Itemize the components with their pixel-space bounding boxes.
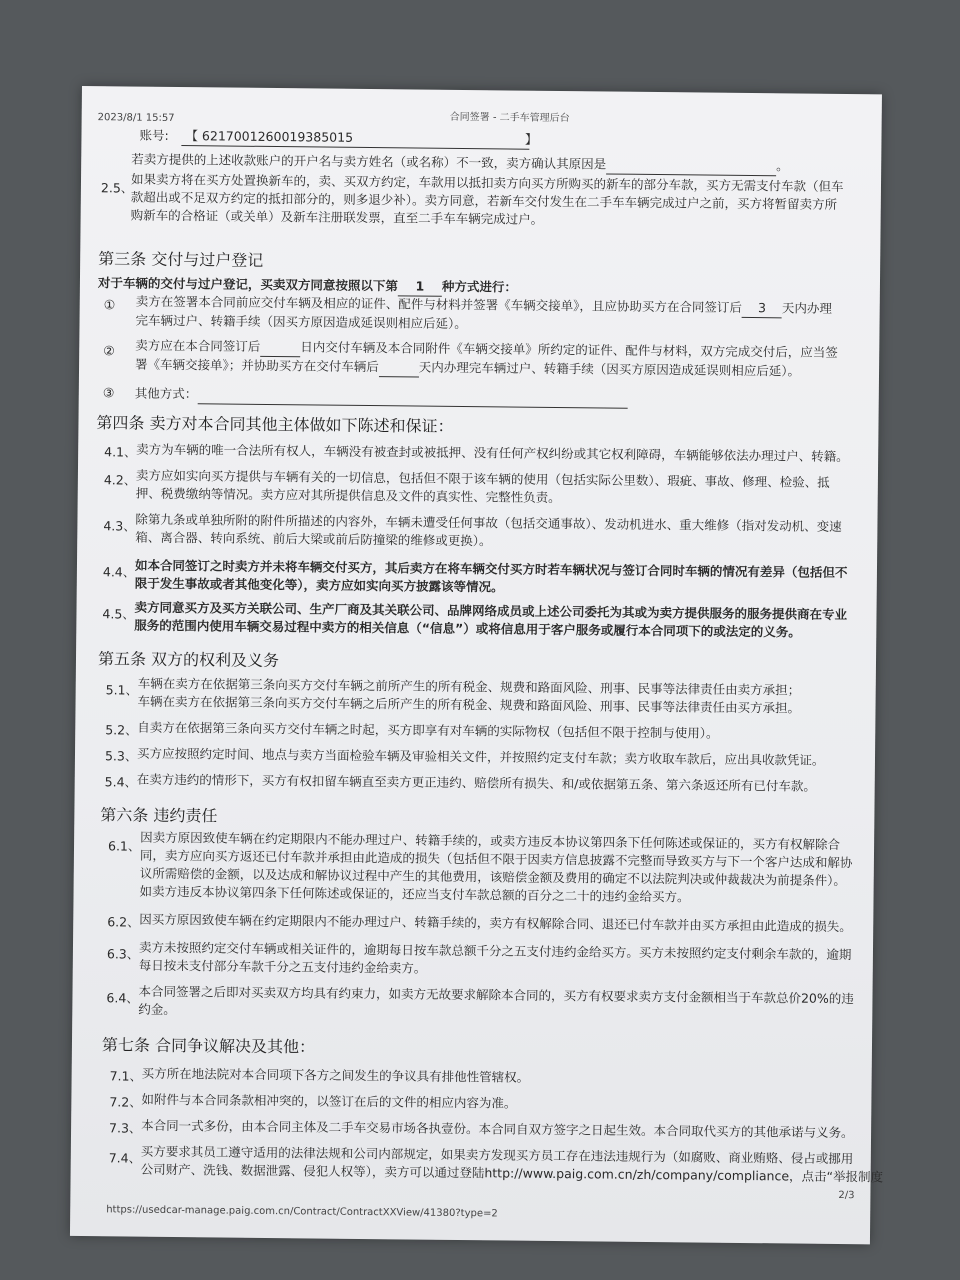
clause-line: 车辆在卖方在依据第三条向买方交付车辆之前所产生的所有税金、规费和路面风险、刑事、民事等法律责任由卖方承担；	[137, 675, 801, 698]
clause-4-3	[135, 511, 842, 554]
clause-line: 卖方应如实向买方提供与车辆有关的一切信息，包括但不限于该车辆的使用（包括实际公里数）、瑕疵、事故、修理、检验、抵	[135, 467, 830, 490]
clause-line: 款超出或不足双方约定的抵扣部分的，则多退少补）。卖方同意，若新车交付发生在二手车车辆完成过户之前，买方将暂留卖方所	[130, 189, 838, 212]
footer-url: https://usedcar-manage.paig.com.cn/Contract/ContractXXView/41380?type=2	[106, 1204, 498, 1220]
clause-line: 服务的范围内使用车辆交易过程中卖方的相关信息（“信息”）或将信息用于客户服务或履行本合同项下的或法定的义务。	[134, 617, 801, 640]
option-text: 署《车辆交接单》；并协助买方在交付车辆后	[135, 356, 379, 375]
lead-text: 种方式进行：	[441, 278, 518, 295]
clause-7-1: 买方所在地法院对本合同项下各方之间发生的争议具有排他性管辖权。	[141, 1065, 530, 1085]
method-number: 1	[398, 277, 442, 296]
clause-number: 7.2、	[109, 1094, 142, 1110]
account-value: 【 6217001260019385015 】	[181, 127, 529, 150]
clause-line: 押、税费缴纳等情况。卖方应对其所提供信息及文件的真实性、完整性负责。	[135, 485, 561, 506]
option-3	[135, 385, 628, 409]
clause-line: 除第九条或单独所附的附件所描述的内容外，车辆未遭受任何事故（包括交通事故）、发动机进水、重大维修（指对发动机、变速	[135, 511, 842, 534]
clause-4-1: 卖方为车辆的唯一合法所有权人，车辆没有被查封或被抵押、没有任何产权纠纷或其它权利障碍，车辆能够依法办理过户、转籍。	[136, 441, 849, 465]
contract-page	[70, 86, 882, 1244]
clause-number: 4.3、	[103, 518, 136, 534]
account-number: 6217001260019385015	[201, 128, 354, 145]
clause-number: 4.4、	[102, 564, 136, 580]
clause-line: 因卖方原因致使车辆在约定期限内不能办理过户、转籍手续的，或卖方违反本协议第四条下任何陈述或保证的，买方有权解除合	[140, 829, 841, 852]
clause-number: 5.4、	[104, 774, 138, 790]
clause-number: 6.4、	[106, 990, 139, 1006]
clause-line: 约金。	[138, 1001, 176, 1018]
page-number: 2/3	[838, 1189, 855, 1202]
clause-line: 箱、离合器、转向系统、前后大梁或前后防撞梁的维修或更换）。	[135, 529, 492, 549]
section-5-title: 第五条 双方的权利及义务	[97, 649, 280, 671]
clause-number: 7.1、	[109, 1068, 143, 1084]
print-page-title: 合同签署 - 二手车管理后台	[449, 111, 570, 125]
clause-number: 5.2、	[105, 722, 138, 738]
section-6-title: 第六条 违约责任	[100, 805, 218, 826]
clause-number: 5.1、	[105, 682, 139, 698]
clause-7-2: 如附件与本合同条款相冲突的，以签订在后的文件的相应内容为准。	[141, 1091, 517, 1111]
clause-number: 6.3、	[106, 946, 140, 962]
clause-7-3: 本合同一式多份，由本合同主体及二手车交易市场各执壹份。本合同自双方签字之日起生效。本合同取代买方的其他承诺与义务。	[141, 1117, 854, 1141]
clause-line: 公司财产、洗钱、数据泄露、侵犯人权等），卖方可以通过登陆http://www.paig.com.cn/zh/company/compliance，点击“举报制度	[140, 1161, 884, 1185]
clause-line: 如卖方违反本协议第四条下任何陈述或保证的，还应当支付车款总额的百分之二十的违约金给买方。	[139, 883, 690, 905]
other-method-blank	[197, 385, 627, 409]
option-text: 日内交付车辆及本合同附件《车辆交接单》所约定的证件、配件与材料，双方完成交付后，应当签	[300, 339, 838, 360]
mismatch-reason-blank	[606, 155, 776, 176]
clause-6-4	[138, 983, 854, 1026]
lead-text: 对于车辆的交付与过户登记，买卖双方同意按照以下第	[97, 275, 399, 294]
clause-2-5	[131, 171, 844, 232]
clause-5-3: 买方应按照约定时间、地点与卖方当面检验车辆及审验相关文件，并按照约定支付车款；卖方收取车款后，应出具收款凭证。	[136, 745, 825, 768]
clause-6-3	[139, 939, 852, 982]
clause-number: 7.3、	[109, 1120, 142, 1136]
clause-line: 购新车的合格证（或关单）及新车注册联发票，直至二手车车辆完成过户。	[130, 207, 544, 227]
section-3-title: 第三条 交付与过户登记	[98, 249, 264, 270]
option-text: 天内办理	[781, 300, 833, 316]
clause-7-4	[141, 1143, 884, 1187]
option-2-mark: ②	[103, 344, 115, 360]
clause-line: 卖方同意买方及买方关联公司、生产厂商及其关联公司、品牌网络成员或上述公司委托为其或为卖方提供服务的服务提供商在专业	[134, 599, 848, 623]
option-2	[135, 337, 838, 382]
option-text: 其他方式：	[134, 385, 198, 402]
days-blank	[379, 358, 419, 377]
clause-number: 7.4、	[108, 1150, 142, 1166]
clause-4-2	[136, 467, 830, 510]
clause-line: 如果卖方将在买方处置换新车的，卖、买双方约定，车款用以抵扣卖方向买方所购买的新车的部分车款，买方无需支付车款（但车	[130, 171, 844, 194]
option-1-mark: ①	[103, 298, 116, 314]
clause-line: 议所需赔偿的金额，以及达成和解协议过程中产生的其他费用，该赔偿金额及费用的确定不以法院判决或仲裁裁决为前提条件）。	[139, 865, 847, 889]
clause-number: 5.3、	[104, 748, 138, 764]
clause-number: 6.1、	[107, 838, 141, 854]
option-text: 天内办理完车辆过户、转籍手续（因买方原因造成延误则相应后延）。	[418, 359, 801, 379]
clause-line: 车辆在卖方在依据第三条向买方交付车辆之后所产生的所有税金、规费和路面风险、刑事、民事等法律责任由买方承担。	[137, 693, 801, 716]
days-value: 3	[742, 299, 782, 318]
clause-line: 本合同签署之后即对买卖双方均具有约束力，如卖方无故要求解除本合同的，买方有权要求卖方支付金额相当于车款总价20%的违	[138, 983, 854, 1007]
clause-line: 每日按未支付部分车款千分之五支付违约金给卖方。	[138, 957, 427, 976]
clause-line: 卖方未按照约定交付车辆或相关证件的，逾期每日按车款总额千分之五支付违约金给买方。买方未按照约定支付剩余车款的，逾期	[138, 939, 852, 963]
section-7-title: 第七条 合同争议解决及其他：	[101, 1035, 316, 1057]
option-text: 卖方在签署本合同前应交付车辆及相应的证件、配件与材料并签署《车辆交接单》，且应协助买方在合同签订后	[135, 293, 743, 315]
mismatch-text: 若卖方提供的上述收款账户的开户名与卖方姓名（或名称）不一致，卖方确认其原因是	[131, 151, 607, 172]
days-blank	[260, 338, 300, 357]
clause-line: 同，卖方应向买方返还已付车款并承担由此造成的损失（包括但不限于因卖方信息披露不完整而导致买方与下一个客户达成和解协	[139, 847, 853, 871]
clause-number: 6.2、	[107, 914, 140, 930]
print-datetime: 2023/8/1 15:57	[97, 112, 175, 124]
clause-number: 4.5、	[102, 606, 135, 622]
clause-line: 限于发生事故或者其他变化等），卖方应如实向买方披露该等情况。	[134, 575, 504, 595]
account-label: 账号:	[139, 127, 169, 143]
option-1	[135, 293, 832, 337]
option-text: 完车辆过户、转籍手续（因买方原因造成延误则相应后延）。	[135, 312, 467, 332]
clause-5-1	[137, 675, 800, 718]
clause-4-5	[134, 599, 847, 642]
option-3-mark: ③	[102, 386, 115, 402]
clause-6-2: 因买方原因致使车辆在约定期限内不能办理过户、转籍手续的，卖方有权解除合同、退还已付车款并由买方承担由此造成的损失。	[139, 911, 852, 935]
clause-number: 2.5、	[100, 180, 134, 196]
clause-6-1	[139, 829, 852, 908]
clause-4-4	[135, 557, 848, 600]
clause-line: 买方要求其员工遵守适用的法律法规和公司内部规定，如果卖方发现买方员工存在违法违规行为（如腐败、商业贿赂、侵占或挪用	[140, 1143, 854, 1167]
mismatch-clause: 若卖方提供的上述收款账户的开户名与卖方姓名（或名称）不一致，卖方确认其原因是 。	[131, 151, 789, 177]
clause-line: 如本合同签订之时卖方并未将车辆交付买方，其后卖方在将车辆交付买方时若车辆状况与签订合同时车辆的情况有差异（包括但不	[134, 557, 848, 581]
section-4-title: 第四条 卖方对本合同其他主体做如下陈述和保证：	[96, 413, 454, 436]
clause-5-2: 自卖方在依据第三条向买方交付车辆之时起，买方即享有对车辆的实际物权（包括但不限于控制与使用）。	[137, 719, 719, 741]
clause-5-4: 在卖方违约的情形下，买方有权扣留车辆直至卖方更正违约、赔偿所有损失、和/或依据第五条、第六条返还所有已付车款。	[136, 771, 817, 794]
clause-number: 4.1、	[104, 444, 137, 460]
option-text: 卖方应在本合同签订后	[135, 337, 261, 354]
clause-number: 4.2、	[103, 472, 137, 488]
